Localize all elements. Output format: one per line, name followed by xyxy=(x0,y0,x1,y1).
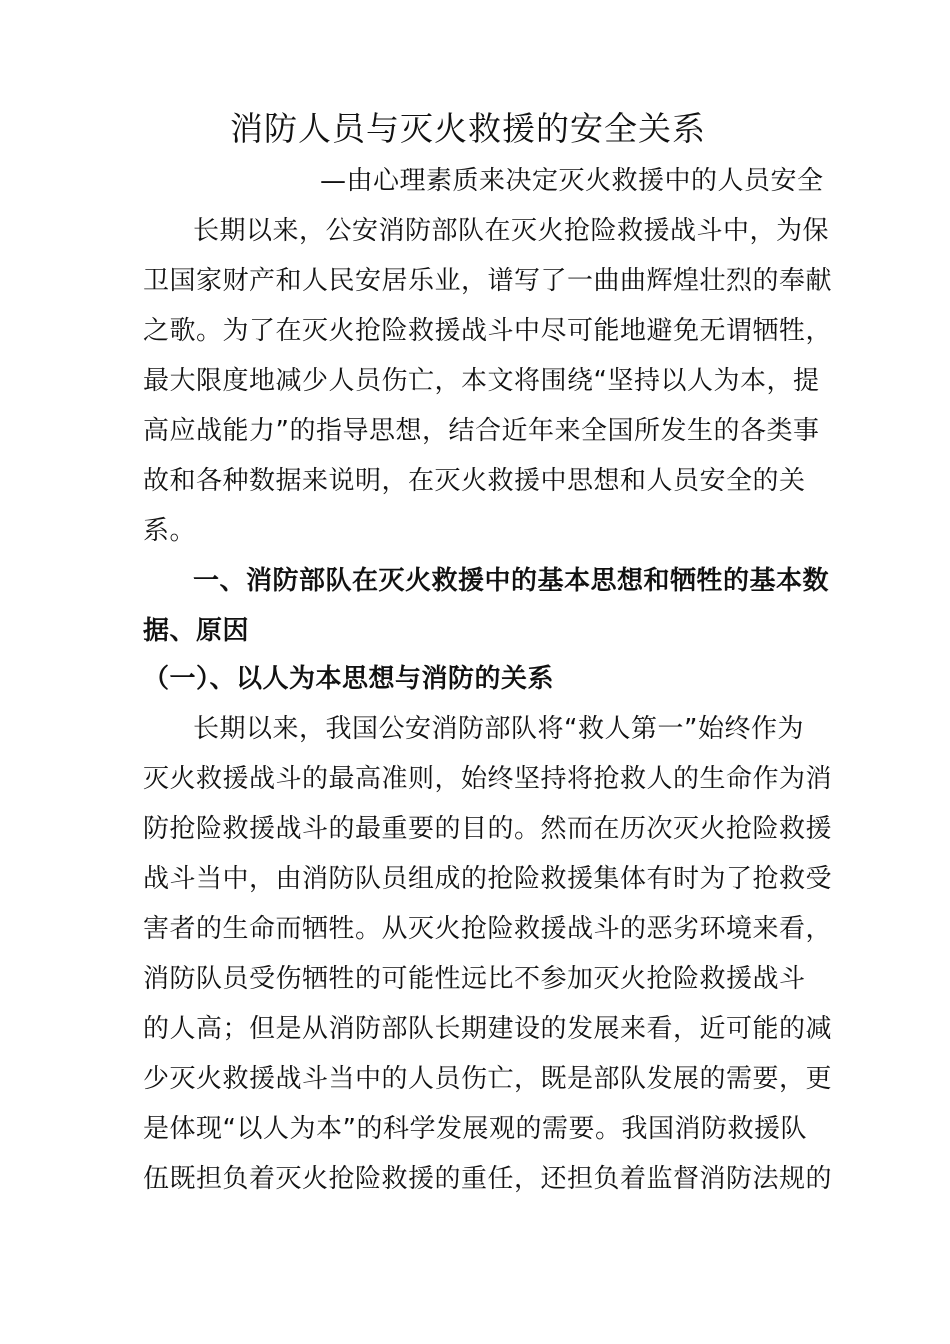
paragraph-line: 之歌。为了在灭火抢险救援战斗中尽可能地避免无谓牺牲， xyxy=(143,316,833,346)
subsection-heading: （一）、以人为本思想与消防的关系 xyxy=(143,664,555,694)
paragraph-line: 卫国家财产和人民安居乐业，谱写了一曲曲辉煌壮烈的奉献 xyxy=(143,266,833,296)
paragraph-line: 高应战能力”的指导思想，结合近年来全国所发生的各类事 xyxy=(143,416,820,446)
paragraph-line: 长期以来，我国公安消防部队将“救人第一”始终作为 xyxy=(193,714,804,744)
paragraph-line: 灭火救援战斗的最高准则，始终坚持将抢救人的生命作为消 xyxy=(143,764,833,794)
paragraph-line: 的人高；但是从消防部队长期建设的发展来看，近可能的减 xyxy=(143,1014,833,1044)
paragraph-line: 是体现“以人为本”的科学发展观的需要。我国消防救援队 xyxy=(143,1114,807,1144)
paragraph-line: 伍既担负着灭火抢险救援的重任，还担负着监督消防法规的 xyxy=(143,1164,833,1194)
paragraph-line: 防抢险救援战斗的最重要的目的。然而在历次灭火抢险救援 xyxy=(143,814,833,844)
paragraph-line: 消防队员受伤牺牲的可能性远比不参加灭火抢险救援战斗 xyxy=(143,964,806,994)
paragraph-line: 系。 xyxy=(143,516,197,546)
document-subtitle: —由心理素质来决定灭火救援中的人员安全 xyxy=(320,166,824,196)
paragraph-line: 少灭火救援战斗当中的人员伤亡，既是部队发展的需要，更 xyxy=(143,1064,833,1094)
paragraph-line: 长期以来，公安消防部队在灭火抢险救援战斗中，为保 xyxy=(193,216,830,246)
section-heading: 据、原因 xyxy=(143,616,250,646)
paragraph-line: 最大限度地减少人员伤亡，本文将围绕“坚持以人为本，提 xyxy=(143,366,820,396)
paragraph-line: 害者的生命而牺牲。从灭火抢险救援战斗的恶劣环境来看， xyxy=(143,914,833,944)
document-title: 消防人员与灭火救援的安全关系 xyxy=(230,109,706,148)
paragraph-line: 战斗当中，由消防队员组成的抢险救援集体有时为了抢救受 xyxy=(143,864,833,894)
paragraph-line: 故和各种数据来说明，在灭火救援中思想和人员安全的关 xyxy=(143,466,806,496)
section-heading: 一、消防部队在灭火救援中的基本思想和牺牲的基本数 xyxy=(193,566,830,596)
